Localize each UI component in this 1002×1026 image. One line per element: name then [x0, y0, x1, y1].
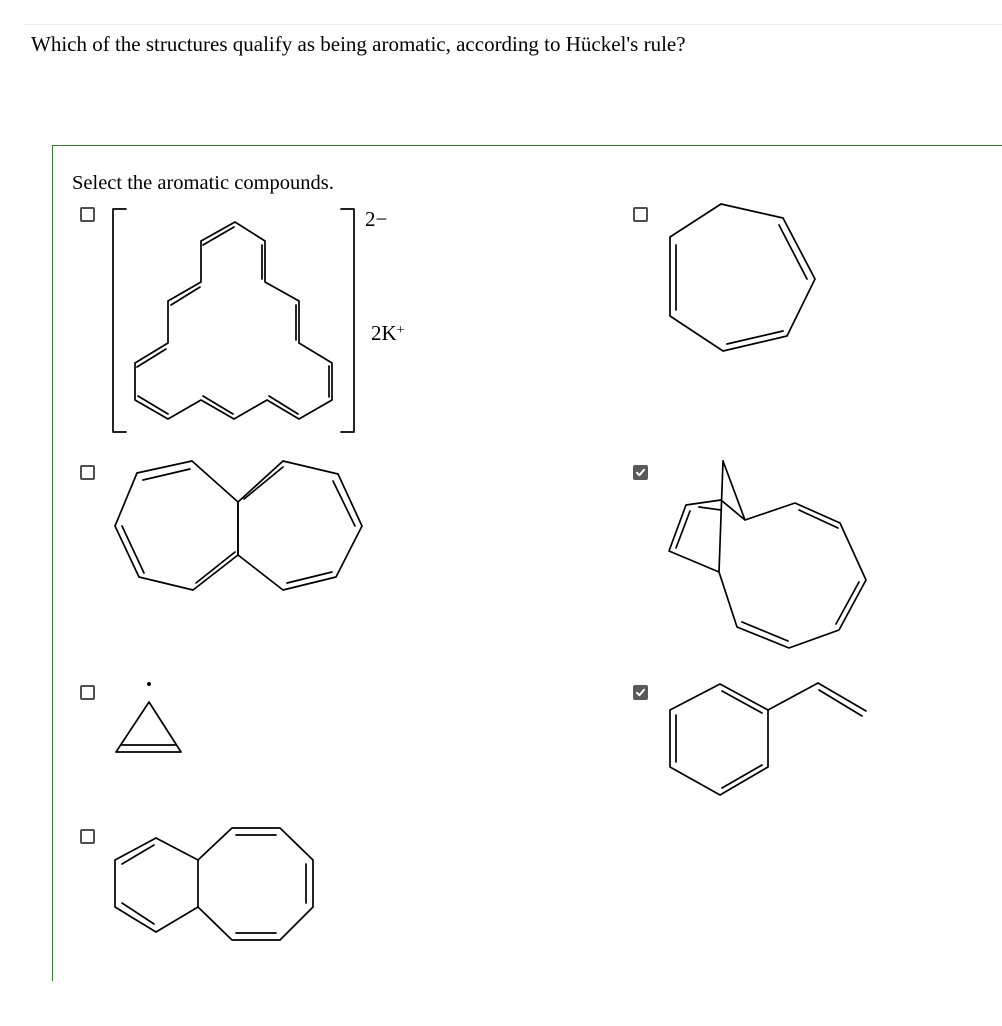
benzocyclooctatetraene-structure — [115, 828, 313, 940]
instruction-text: Select the aromatic compounds. — [72, 172, 334, 194]
cyclopropenyl-radical-structure — [116, 682, 181, 752]
question-text: Which of the structures qualify as being aromatic, according to Hückel's rule? — [31, 32, 686, 56]
counterion-symbol: 2K — [371, 321, 397, 345]
macrocyclic-dianion-structure — [113, 209, 354, 432]
fused-cycloheptatriene-pair-structure — [115, 461, 362, 590]
styrene-structure — [670, 683, 866, 795]
cycloheptatriene-structure — [670, 204, 815, 351]
dianion-charge-label: 2− — [365, 207, 388, 231]
counterion-charge: + — [396, 323, 405, 338]
bridged-bicyclic-polyene-structure — [669, 461, 866, 648]
